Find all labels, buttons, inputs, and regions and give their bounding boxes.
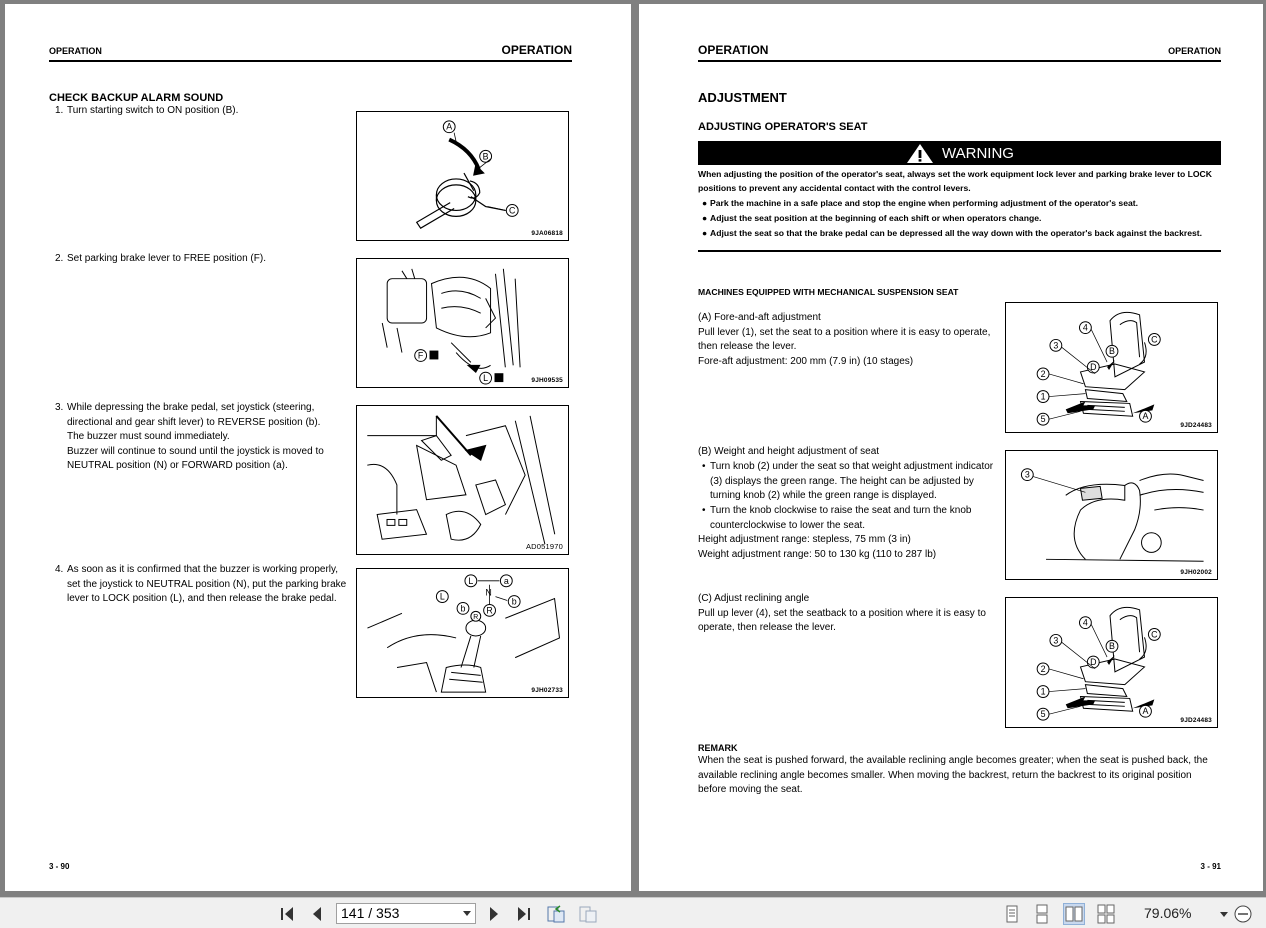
go-back-icon [546, 904, 566, 924]
warning-intro: When adjusting the position of the operator's seat, always set the work equipment lock lever and parking brake lever to LOCK positions to prevent any accidental contact with the control levers. [698, 169, 1212, 193]
svg-text:3: 3 [1053, 340, 1059, 351]
figure-code: 9JH09535 [531, 377, 563, 384]
svg-text:3: 3 [1053, 635, 1059, 646]
svg-text:a: a [503, 575, 509, 586]
chevron-down-icon[interactable] [463, 911, 471, 916]
svg-text:b: b [511, 596, 517, 607]
figure-starting-switch [356, 111, 569, 241]
zoom-out-button[interactable] [1233, 904, 1253, 924]
svg-text:R: R [473, 614, 479, 622]
figure-joystick-neutral [356, 568, 569, 698]
svg-text:R: R [486, 605, 493, 616]
seat-illustration [1006, 303, 1217, 432]
figure-code: 9JD24483 [1180, 717, 1212, 724]
svg-text:4: 4 [1082, 617, 1088, 628]
figure-code: 9JD24483 [1180, 422, 1212, 429]
step-text: As soon as it is confirmed that the buzzer is working properly, set the joystick to NEUTRAL position (N), put the parking brake lever to LOCK position (L), and then release the brake pedal. [67, 564, 347, 605]
subsection-title: MACHINES EQUIPPED WITH MECHANICAL SUSPENSION SEAT [698, 287, 959, 297]
warning-label: WARNING [942, 145, 1014, 162]
chevron-down-icon[interactable] [1220, 912, 1228, 917]
svg-text:B: B [482, 151, 489, 162]
svg-text:L: L [468, 575, 474, 586]
page-number: 3 - 91 [1200, 862, 1221, 871]
svg-text:5: 5 [1040, 709, 1046, 720]
header-small: OPERATION [1168, 46, 1221, 56]
two-pages-icon [1064, 904, 1084, 924]
two-page-continuous-button[interactable] [1096, 904, 1116, 924]
step-number: 4. [55, 564, 64, 575]
remark-title: REMARK [698, 743, 738, 753]
warning-bullet-text: Adjust the seat position at the beginning of each shift or when operators change. [710, 213, 1042, 223]
svg-text:D: D [1090, 361, 1097, 372]
step-number: 2. [55, 253, 64, 264]
figure-seat-adjust-c [1005, 597, 1218, 728]
svg-text:2: 2 [1040, 368, 1046, 379]
zoom-level[interactable]: 79.06% [1144, 905, 1192, 921]
last-page-button[interactable] [514, 904, 534, 924]
step-number: 3. [55, 402, 64, 413]
svg-text:F: F [417, 350, 424, 361]
parking-brake-illustration [357, 259, 568, 387]
svg-text:A: A [446, 121, 453, 132]
previous-page-button[interactable] [307, 904, 327, 924]
svg-text:C: C [509, 205, 516, 216]
go-forward-button[interactable] [578, 904, 598, 924]
seat-indicator-illustration [1006, 451, 1217, 579]
step-text: Set parking brake lever to FREE position (F). [67, 253, 266, 264]
svg-text:B: B [1109, 346, 1115, 357]
next-page-icon [484, 904, 504, 924]
figure-code: 9JA06818 [531, 230, 563, 237]
go-forward-icon [578, 904, 598, 924]
seat-illustration [1006, 598, 1217, 727]
page-left [5, 4, 631, 891]
two-pages-continuous-icon [1096, 904, 1116, 924]
warning-bullet: ● [702, 198, 708, 208]
step-number: 1. [55, 105, 64, 116]
page-right [639, 4, 1263, 891]
svg-text:N: N [485, 587, 492, 598]
figure-seat-adjust-a [1005, 302, 1218, 433]
warning-bottom-rule [698, 250, 1221, 252]
single-page-view-button[interactable] [1002, 904, 1022, 924]
warning-bar [698, 141, 1221, 165]
page-header [698, 42, 1221, 62]
last-page-icon [514, 904, 534, 924]
starting-switch-illustration [357, 112, 568, 240]
reclining-text: (C) Adjust reclining angle Pull up lever (4), set the seatback to a position where it is easy to operate, then release the lever. [698, 593, 986, 634]
warning-bullet-text: Park the machine in a safe place and stop the engine when performing adjustment of the operator's seat. [710, 198, 1139, 208]
page-number-input[interactable] [336, 903, 476, 924]
svg-text:A: A [1142, 411, 1149, 422]
figure-joystick-reverse [356, 405, 569, 555]
bullet-dot: • [702, 461, 706, 472]
next-page-button[interactable] [484, 904, 504, 924]
figure-seat-indicator [1005, 450, 1218, 580]
bullet-dot: • [702, 505, 706, 516]
figure-code: AD051970 [525, 542, 563, 551]
single-page-icon [1002, 904, 1022, 924]
warning-bullet-text: Adjust the seat so that the brake pedal can be depressed all the way down with the operator's back against the backrest. [710, 228, 1203, 238]
weight-height-heading: (B) Weight and height adjustment of seat [698, 446, 880, 457]
svg-text:b: b [460, 603, 466, 614]
svg-text:A: A [1142, 706, 1149, 717]
continuous-pages-icon [1032, 904, 1052, 924]
svg-text:L: L [439, 591, 445, 602]
svg-text:1: 1 [1040, 391, 1046, 402]
svg-text:D: D [1090, 656, 1097, 667]
header-small: OPERATION [49, 46, 102, 56]
fore-aft-text: (A) Fore-and-aft adjustment Pull lever (1), set the seat to a position where it is easy to operate, then release the lever. Fore-aft adjustment: 200 mm (7.9 in) (10 stages) [698, 312, 991, 367]
warning-triangle-icon [906, 143, 934, 164]
svg-text:C: C [1151, 629, 1158, 640]
go-back-button[interactable] [546, 904, 566, 924]
page-header [49, 42, 572, 62]
page-number: 3 - 90 [49, 862, 70, 871]
warning-bullet: ● [702, 228, 708, 238]
warning-bullet: ● [702, 213, 708, 223]
first-page-icon [277, 904, 297, 924]
figure-code: 9JH02733 [531, 687, 563, 694]
step-text: While depressing the brake pedal, set joystick (steering, directional and gear shift lever) to REVERSE position (b). The buzzer must sound immediately. Buzzer will continue to sound until the joystick is moved to NEUTRAL position (N) or FORWARD position (a). [67, 402, 324, 472]
weight-height-bullet: Turn knob (2) under the seat so that weight adjustment indicator (3) displays the green range. The height can be adjusted by turning knob (2) while the green range is displayed. [710, 461, 994, 502]
header-big: OPERATION [501, 43, 572, 57]
remark-text: When the seat is pushed forward, the available reclining angle becomes greater; when the seat is pushed back, the available reclining angle becomes smaller. When moving the backrest, return the backrest to its original position before moving the seat. [698, 755, 1208, 796]
section-title: CHECK BACKUP ALARM SOUND [49, 92, 224, 104]
viewer-toolbar [0, 897, 1266, 928]
header-big: OPERATION [698, 43, 769, 57]
previous-page-icon [307, 904, 327, 924]
section-title: ADJUSTMENT [698, 90, 787, 105]
continuous-view-button[interactable] [1032, 904, 1052, 924]
adjustment-ranges: Height adjustment range: stepless, 75 mm (3 in) Weight adjustment range: 50 to 130 kg (110 to 287 lb) [698, 534, 937, 560]
joystick-reverse-illustration [357, 406, 568, 554]
figure-parking-brake [356, 258, 569, 388]
svg-text:C: C [1151, 334, 1158, 345]
svg-text:1: 1 [1040, 686, 1046, 697]
svg-text:3: 3 [1024, 469, 1030, 480]
zoom-out-icon [1233, 904, 1253, 924]
svg-text:4: 4 [1082, 322, 1088, 333]
page-indicator-text: 141 / 353 [341, 905, 400, 921]
svg-text:5: 5 [1040, 414, 1046, 425]
step-text: Turn starting switch to ON position (B). [67, 105, 239, 116]
two-page-view-button[interactable] [1064, 904, 1084, 924]
svg-text:2: 2 [1040, 663, 1046, 674]
figure-code: 9JH02002 [1180, 569, 1212, 576]
svg-text:B: B [1109, 641, 1115, 652]
section-subtitle: ADJUSTING OPERATOR'S SEAT [698, 121, 868, 133]
weight-height-bullet: Turn the knob clockwise to raise the seat and turn the knob counterclockwise to lower the seat. [710, 505, 972, 531]
svg-text:L: L [483, 373, 489, 384]
first-page-button[interactable] [277, 904, 297, 924]
joystick-neutral-illustration [357, 569, 568, 697]
